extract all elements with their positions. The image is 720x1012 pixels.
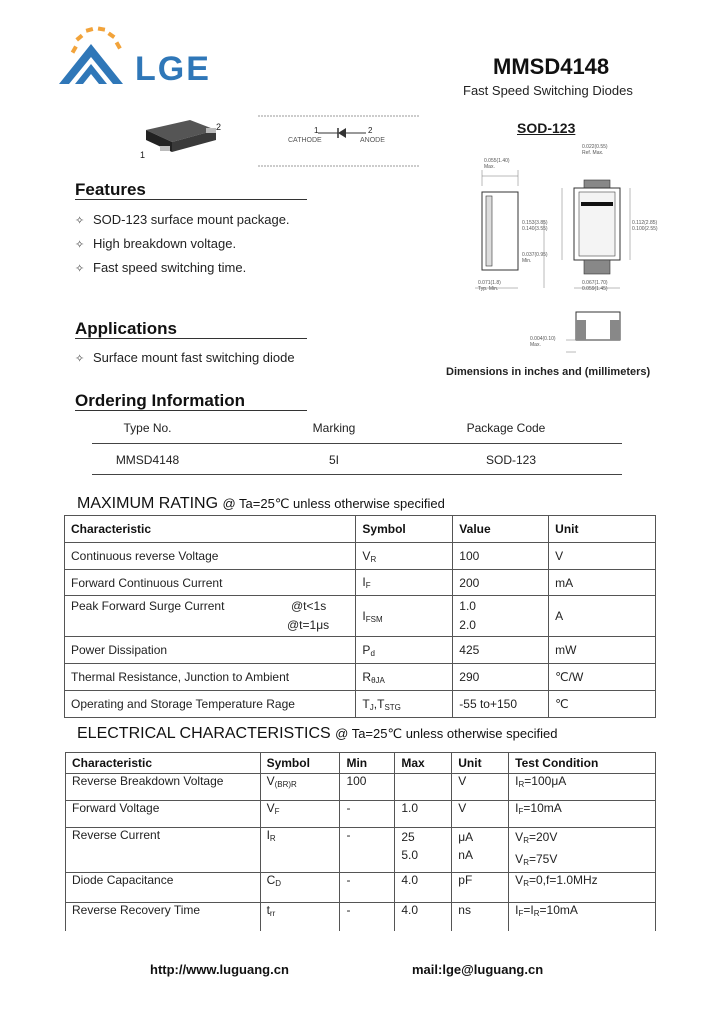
dimension-caption: Dimensions in inches and (millimeters) [446, 366, 651, 378]
dim-b: 0.022(0.55) Ref. Max. [582, 144, 608, 156]
table-header-row: Characteristic Symbol Min Max Unit Test Condition [66, 753, 656, 774]
ordering-header-type: Type No. [123, 421, 172, 435]
applications-title: Applications [75, 319, 178, 338]
footer-email-link[interactable]: mail:lge@luguang.cn [412, 962, 544, 977]
table-row: Forward Continuous Current $I_F$ 200 mA [65, 570, 656, 596]
electrical-table [65, 752, 656, 931]
ordering-header-marking: Marking [312, 421, 356, 435]
part-subtitle: Fast Speed Switching Diodes [463, 83, 633, 98]
dim-a: 0.055(1.40) Max. [484, 158, 510, 170]
table-row: Continuous reverse Voltage $V_R$ 100 V [65, 543, 656, 570]
feature-item: ✧ SOD-123 surface mount package. [75, 212, 290, 227]
table-row: Reverse Recovery Time $t_{rr}$ - 4.0 ns $I_F=I_R=10mA$ [66, 903, 656, 931]
max-rating-title: MAXIMUM RATING @ Ta=25℃ unless otherwise specified [77, 495, 445, 512]
package-image [138, 112, 228, 167]
features-underline [75, 199, 307, 200]
ordering-type-value: MMSD4148 [115, 453, 180, 467]
header-unit: Unit [549, 516, 656, 543]
dim-g: 0.067(1.70) 0.059(1.45) [582, 280, 608, 292]
header-value: Value [453, 516, 549, 543]
table-row: Forward Voltage $V_F$ - 1.0 V $I_F=10mA$ [66, 801, 656, 828]
ordering-title: Ordering Information [75, 391, 245, 410]
table-row: Power Dissipation $P_d$ 425 mW [65, 637, 656, 664]
logo-text: LGE [135, 50, 211, 88]
table-header-row [65, 516, 656, 543]
package-dimension-drawing [470, 140, 670, 362]
features-title: Features [75, 180, 146, 199]
table-row: Reverse Current $I_R$ - 25 5.0 μA nA $V_R=20V$ $V_R=75V$ [66, 828, 656, 873]
ordering-underline [75, 410, 307, 411]
diode-symbol [258, 112, 420, 170]
anode-label: ANODE [360, 137, 385, 144]
ordering-package-value: SOD-123 [485, 453, 537, 467]
dim-f: 0.071(1.8) Typ. Min. [478, 280, 501, 292]
header-characteristic: Characteristic [65, 516, 356, 543]
ordering-header-package: Package Code [466, 421, 546, 435]
dim-d: 0.112(2.85) 0.100(2.55) [632, 220, 658, 232]
header-symbol: Symbol [356, 516, 453, 543]
pin1-label: 1 [140, 150, 146, 160]
table-row: Operating and Storage Temperature Rage $T_J,T_{STG}$ -55 to+150 ℃ [65, 691, 656, 718]
application-item: ✧ Surface mount fast switching diode [75, 350, 295, 365]
pin2-label: 2 [216, 122, 222, 132]
ordering-marking-value: 5I [328, 453, 339, 467]
footer-website-link[interactable]: http://www.luguang.cn [150, 962, 289, 977]
company-logo [55, 22, 245, 94]
dim-e: 0.037(0.95) Min. [522, 252, 548, 264]
max-rating-table [64, 515, 656, 718]
applications-underline [75, 338, 307, 339]
feature-item: ✧ Fast speed switching time. [75, 260, 247, 275]
table-row: Peak Forward Surge Current @t<1s @t=1μs $I_{FSM}$ 1.0 2.0 A [65, 596, 656, 637]
feature-item: ✧ High breakdown voltage. [75, 236, 237, 251]
dim-h: 0.004(0.10) Max. [530, 336, 556, 348]
symbol-pin1: 1 [314, 126, 319, 135]
cathode-label: CATHODE [288, 137, 322, 144]
table-row: Reverse Breakdown Voltage $V_{(BR)R}$ 100 V $I_R=100\mu A$ [66, 774, 656, 801]
electrical-title: ELECTRICAL CHARACTERISTICS @ Ta=25℃ unless otherwise specified [77, 725, 558, 742]
symbol-pin2: 2 [368, 126, 373, 135]
table-row: Thermal Resistance, Junction to Ambient $R_{\theta JA}$ 290 ℃/W [65, 664, 656, 691]
table-row: Diode Capacitance $C_D$ - 4.0 pF $V_R=0,f=1.0MHz$ [66, 873, 656, 903]
ordering-bottom-line [92, 474, 622, 475]
package-title: SOD-123 [517, 120, 576, 136]
dim-c: 0.153(3.85) 0.140(3.55) [522, 220, 548, 232]
part-number: MMSD4148 [493, 54, 610, 79]
ordering-divider [92, 443, 622, 444]
logo-mark-icon [55, 22, 127, 94]
